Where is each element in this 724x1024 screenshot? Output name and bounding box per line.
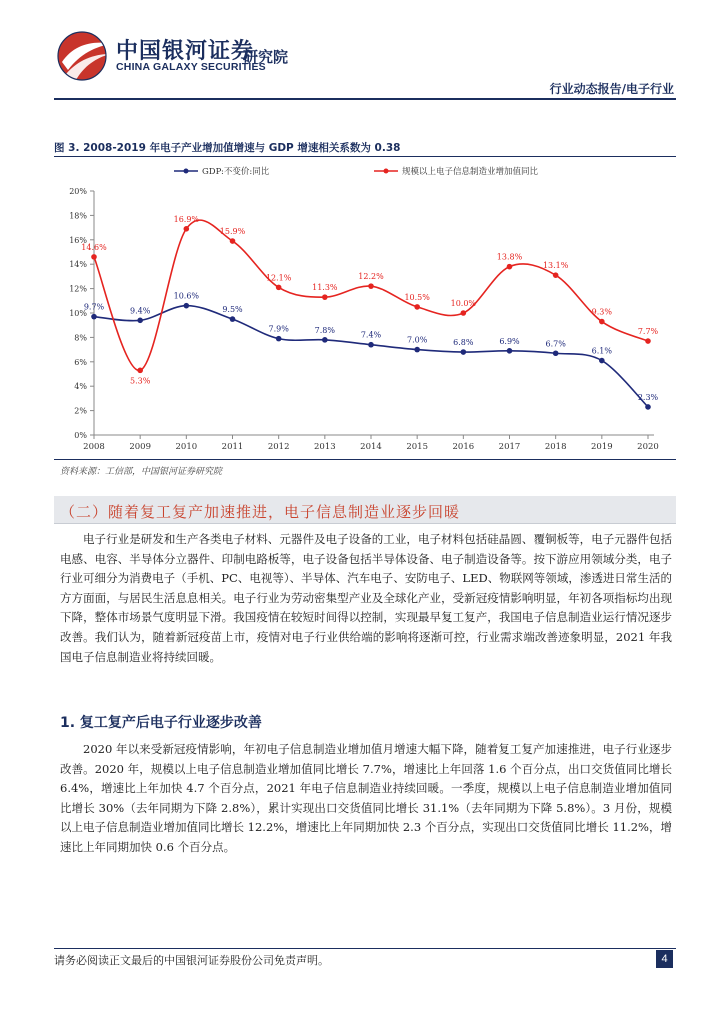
brand-name-cn: 中国银河证券 bbox=[116, 39, 255, 64]
data-point bbox=[461, 310, 467, 316]
body-paragraph-1: 电子行业是研发和生产各类电子材料、元器件及电子设备的工业，电子材料包括硅晶圆、覆铜板等，电子元器件包括电感、电容、半导体分立器件、印制电路板等，电子设备包括半导体设备、电子制造设备等。按下游应用领域分类，电子行业可细分为消费电子（手机、PC、电视等）、半导体、汽车电子、安防电子、LED、物联网等领域，渗透进日常生活的方方面面，与居民生活息息相关。电子行业为劳动密集型产业及全球化产业，受新冠疫情影响明显，年初各项指标均出现下降，整体市场景气度明显下滑。我国疫情在较短时间得以控制，实现最早复工复产，我国电子信息制造业运行情况逐步改善。我们认为，随着新冠疫苗上市，疫情对电子行业供给端的影响将逐渐可控，行业需求端改善迹象明显，2021 年我国电子信息制造业将持续回暖。 bbox=[60, 532, 672, 664]
header-divider bbox=[54, 98, 676, 100]
data-label: 6.9% bbox=[499, 336, 520, 346]
data-label: 10.5% bbox=[404, 292, 430, 302]
data-point bbox=[276, 336, 282, 342]
data-label: 14.6% bbox=[81, 242, 107, 252]
x-tick-label: 2019 bbox=[591, 442, 613, 452]
data-point bbox=[368, 283, 374, 289]
y-tick-label: 8% bbox=[74, 333, 87, 343]
data-label: 7.8% bbox=[314, 325, 335, 335]
data-point bbox=[414, 347, 420, 353]
data-label: 12.1% bbox=[265, 273, 292, 283]
report-type: 行业动态报告/电子行业 bbox=[549, 82, 674, 96]
data-label: 10.6% bbox=[173, 291, 200, 301]
y-tick-label: 10% bbox=[69, 309, 87, 318]
data-label: 9.7% bbox=[83, 302, 105, 312]
data-label: 10.0% bbox=[450, 299, 477, 308]
data-point bbox=[322, 337, 328, 343]
data-point bbox=[507, 348, 513, 354]
data-label: 7.9% bbox=[268, 324, 289, 334]
data-label: 7.7% bbox=[637, 327, 659, 337]
institute-label: 研究院 bbox=[243, 48, 289, 66]
y-tick-label: 2% bbox=[74, 406, 87, 416]
data-point bbox=[230, 316, 236, 322]
data-label: 7.4% bbox=[360, 330, 382, 340]
figure-source: 资料来源：工信部，中国银河证券研究院 bbox=[60, 467, 223, 477]
y-tick-label: 18% bbox=[69, 211, 87, 221]
data-point bbox=[645, 338, 651, 344]
x-tick-label: 2020 bbox=[637, 442, 659, 452]
data-point bbox=[91, 314, 97, 320]
data-point bbox=[507, 264, 513, 270]
legend-marker bbox=[184, 169, 189, 174]
disclaimer: 请务必阅读正文最后的中国银河证券股份公司免责声明。 bbox=[54, 954, 329, 967]
x-tick-label: 2017 bbox=[498, 442, 521, 452]
data-label: 11.3% bbox=[312, 283, 338, 293]
figure-title-divider bbox=[54, 156, 676, 157]
x-tick-label: 2018 bbox=[544, 442, 567, 452]
x-tick-label: 2014 bbox=[360, 442, 382, 452]
data-label: 16.9% bbox=[173, 214, 200, 224]
legend-marker bbox=[384, 169, 389, 174]
y-tick-label: 20% bbox=[69, 187, 87, 196]
data-point bbox=[137, 318, 143, 324]
data-point bbox=[599, 319, 605, 325]
data-point bbox=[91, 254, 97, 260]
data-point bbox=[645, 404, 651, 410]
x-tick-label: 2010 bbox=[175, 442, 198, 452]
page-number: 4 bbox=[656, 950, 673, 968]
series-line bbox=[94, 306, 648, 407]
data-label: 15.9% bbox=[219, 227, 246, 237]
subheading: 1. 复工复产后电子行业逐步改善 bbox=[60, 715, 262, 731]
brand-name-en: CHINA GALAXY SECURITIES bbox=[116, 61, 266, 73]
data-point bbox=[137, 368, 143, 374]
x-tick-label: 2011 bbox=[221, 442, 244, 452]
data-label: 12.2% bbox=[358, 272, 384, 282]
data-label: 2.3% bbox=[637, 392, 659, 402]
data-point bbox=[184, 303, 190, 309]
data-point bbox=[368, 342, 374, 348]
data-label: 5.3% bbox=[130, 376, 151, 386]
data-point bbox=[184, 226, 190, 232]
y-tick-label: 16% bbox=[69, 235, 87, 245]
data-label: 7.0% bbox=[407, 335, 428, 345]
data-point bbox=[553, 350, 559, 356]
x-tick-label: 2013 bbox=[314, 442, 336, 452]
chart-legend bbox=[174, 166, 539, 177]
footer-divider bbox=[54, 948, 676, 949]
y-tick-label: 12% bbox=[69, 284, 87, 294]
y-tick-label: 4% bbox=[74, 382, 87, 392]
section-title: （二）随着复工复产加速推进，电子信息制造业逐步回暖 bbox=[60, 503, 461, 521]
figure-title: 图 3. 2008-2019 年电子产业增加值增速与 GDP 增速相关系数为 0.38 bbox=[54, 142, 401, 154]
chart-axes bbox=[69, 187, 659, 452]
data-point bbox=[322, 294, 328, 300]
chart-plot bbox=[81, 215, 658, 410]
data-label: 6.1% bbox=[591, 346, 612, 356]
body-paragraph-2: 2020 年以来受新冠疫情影响，年初电子信息制造业增加值月增速大幅下降，随着复工复产加速推进，电子行业逐步改善。2020 年，规模以上电子信息制造业增加值同比增长 7.7%，增速比上年回落 1.6 个百分点，出口交货值同比增长 6.4%，增速比上年加快 4.7 个百分点，2021 年电子信息制造业持续回暖。一季度，规模以上电子信息制造业增加值同比增长 30%（去年同期为下降 2.8%），累计实现出口交货值同比增长 31.1%（去年同期为下降 5.8%）。3 月份，规模以上电子信息制造业增加值同比增长 12.2%，增速比上年同期加快 2.3 个百分点，实现出口交货值同比增长 11.2%，增速比上年同期加快 0.6 个百分点。 bbox=[60, 742, 672, 854]
x-tick-label: 2015 bbox=[406, 442, 428, 452]
data-point bbox=[553, 272, 559, 278]
figure-source-divider bbox=[54, 459, 676, 460]
data-label: 9.4% bbox=[130, 306, 151, 316]
data-point bbox=[276, 285, 282, 291]
data-point bbox=[461, 349, 467, 355]
data-label: 9.3% bbox=[591, 307, 612, 317]
y-tick-label: 0% bbox=[74, 431, 87, 440]
legend-label: GDP:不变价:同比 bbox=[202, 167, 270, 177]
data-point bbox=[599, 358, 605, 364]
x-tick-label: 2009 bbox=[129, 442, 151, 452]
data-point bbox=[230, 238, 236, 244]
data-label: 13.1% bbox=[542, 261, 569, 271]
data-label: 6.8% bbox=[453, 338, 474, 348]
x-tick-label: 2008 bbox=[83, 442, 105, 452]
legend-label: 规模以上电子信息制造业增加值同比 bbox=[402, 167, 539, 177]
y-tick-label: 14% bbox=[69, 260, 87, 270]
line-chart bbox=[54, 158, 676, 458]
data-point bbox=[414, 304, 420, 310]
data-label: 13.8% bbox=[496, 252, 523, 262]
galaxy-logo-icon bbox=[54, 30, 114, 82]
x-tick-label: 2016 bbox=[452, 442, 475, 452]
y-tick-label: 6% bbox=[74, 357, 87, 367]
data-label: 9.5% bbox=[222, 305, 243, 315]
x-tick-label: 2012 bbox=[267, 442, 290, 452]
data-label: 6.7% bbox=[545, 339, 566, 349]
